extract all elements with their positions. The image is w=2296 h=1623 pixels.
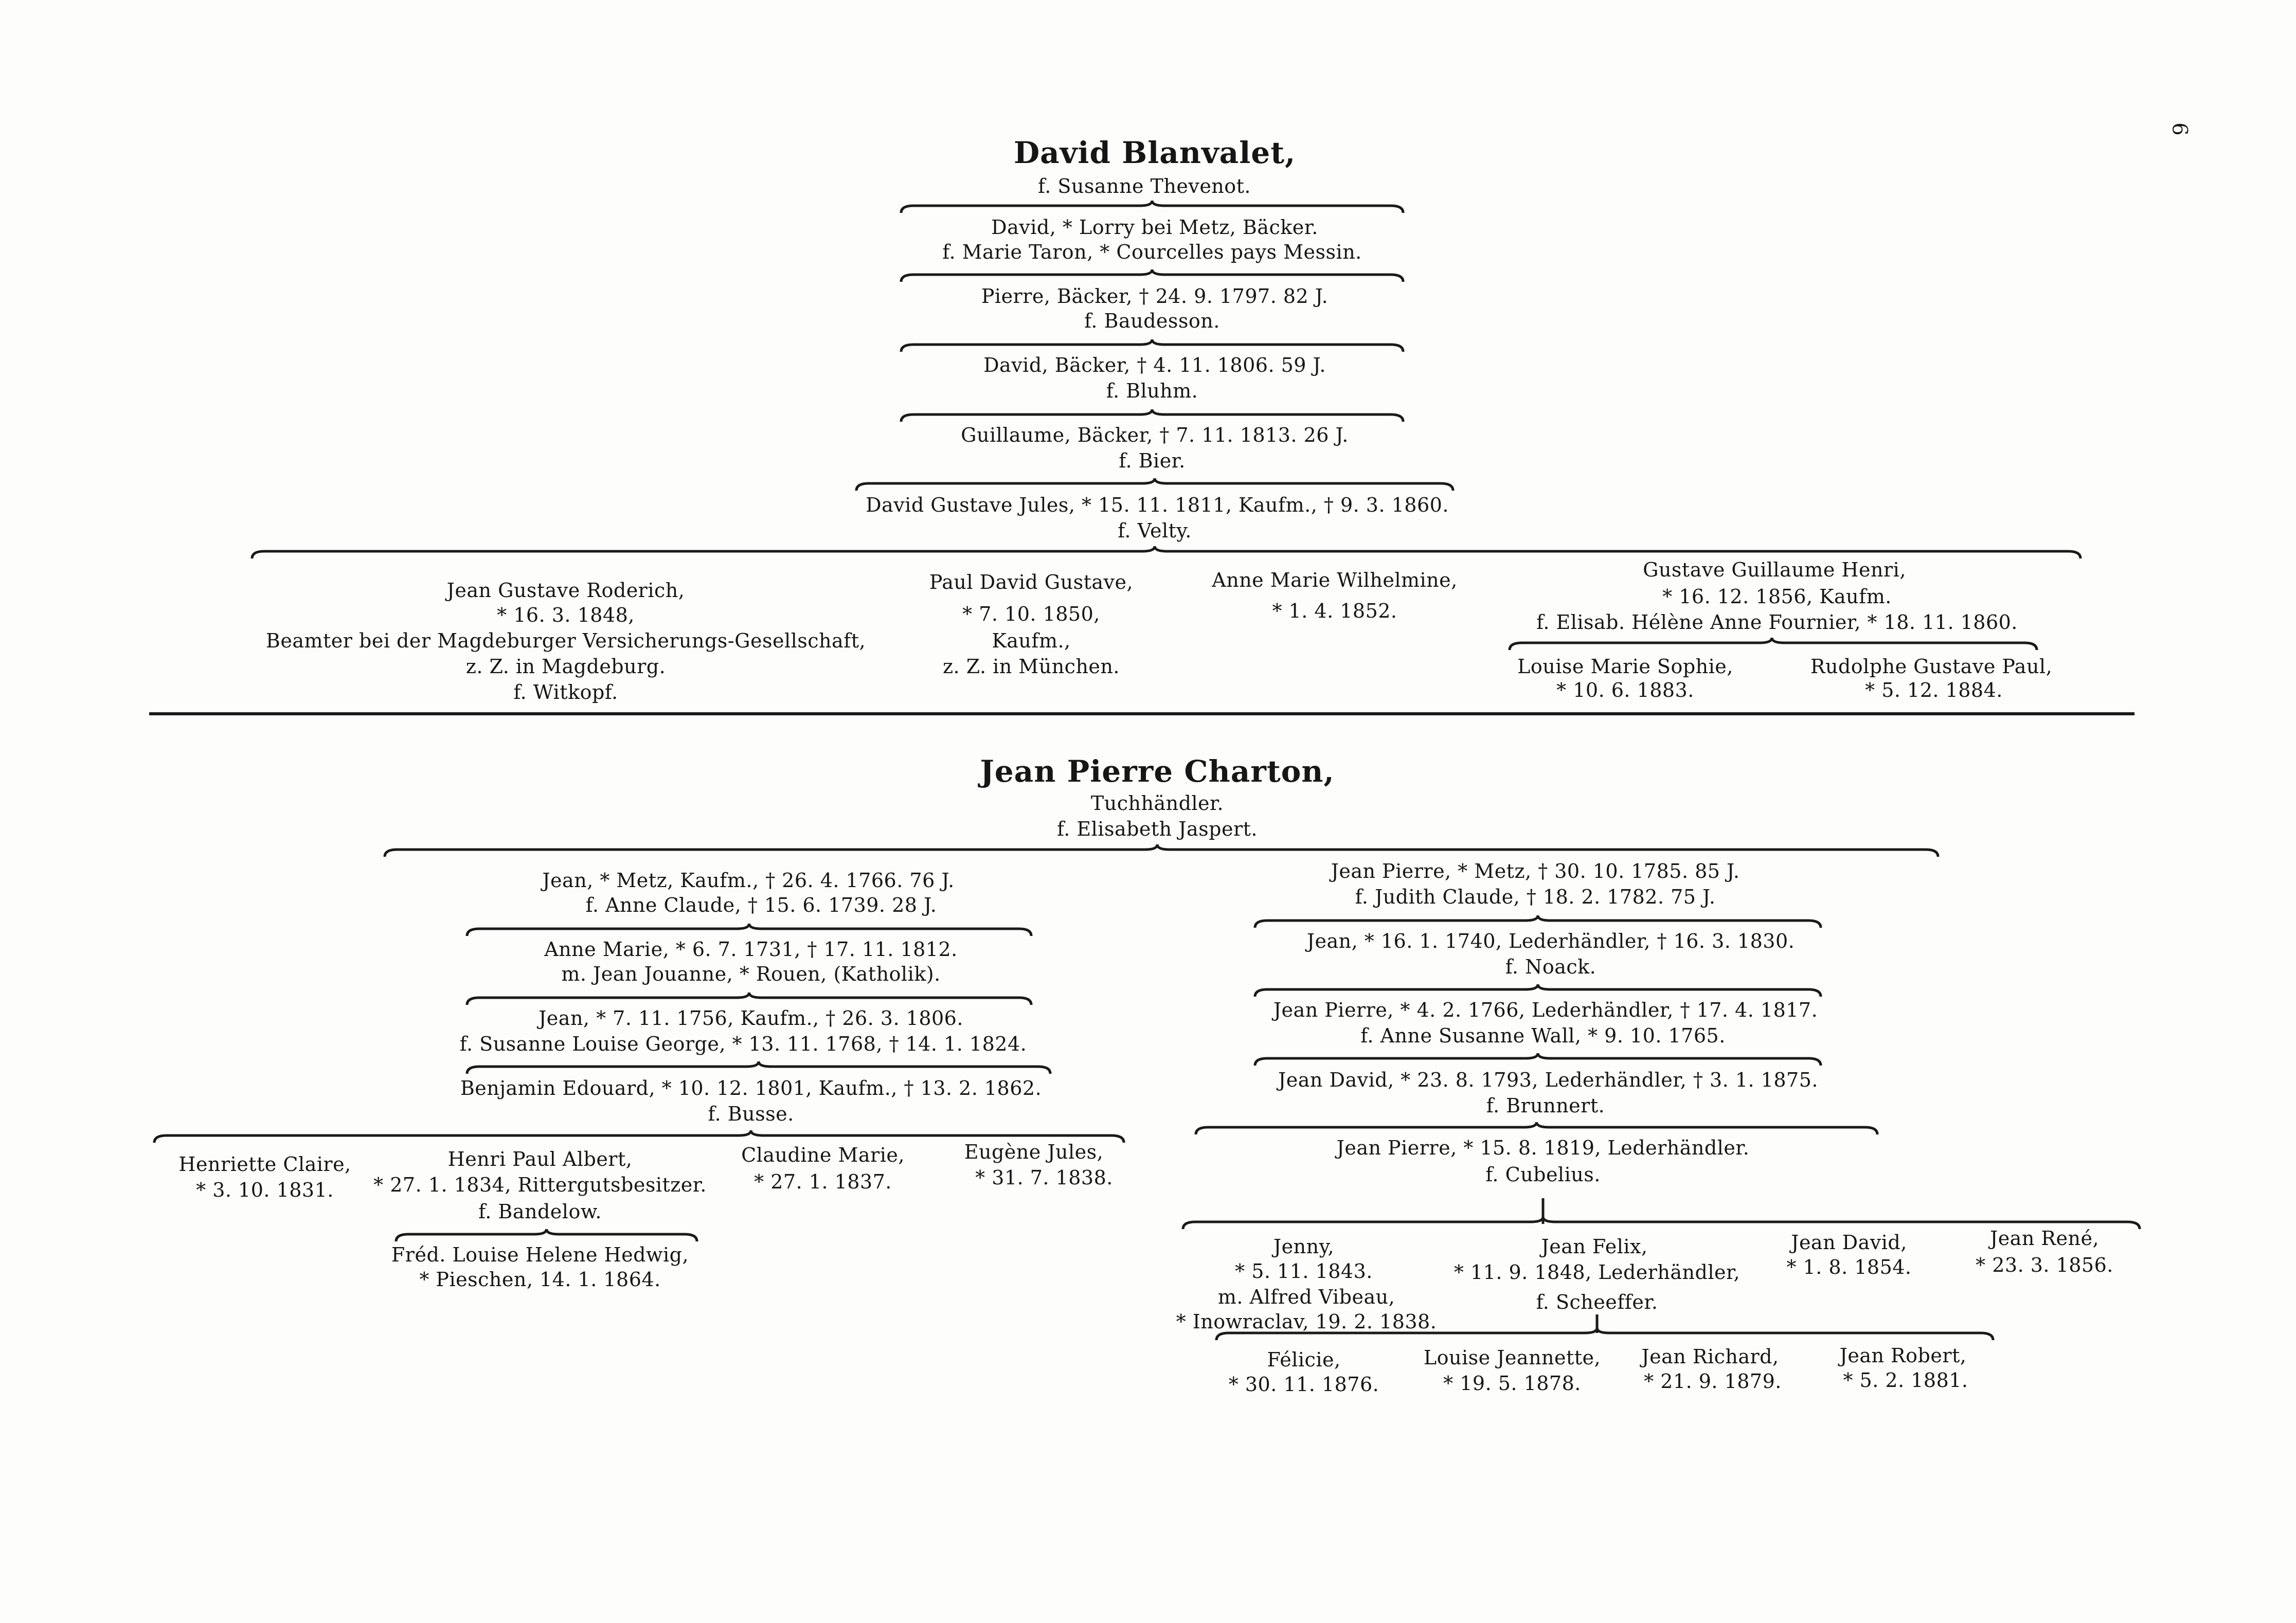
blanvalet-grandchild-1-line2: * 10. 6. 1883.: [1556, 679, 1694, 701]
charton-right-child-1-line2: * 5. 11. 1843.: [1235, 1260, 1373, 1283]
charton-right-gen2-line2: f. Noack.: [1505, 955, 1597, 978]
brace-charton-right-gen5: [1196, 1122, 1877, 1134]
charton-left-child-3-line2: * 27. 1. 1837.: [754, 1170, 892, 1193]
charton-right-child-1-line4: * Inowraclav, 19. 2. 1838.: [1176, 1310, 1437, 1333]
blanvalet-child-4-line1: Gustave Guillaume Henri,: [1643, 558, 1906, 581]
blanvalet-grandchild-2-line1: Rudolphe Gustave Paul,: [1810, 655, 2053, 678]
charton-left-gen3-line2: f. Susanne Louise George, * 13. 11. 1768, † 14. 1. 1824.: [459, 1033, 1027, 1055]
brace-blanvalet-children: [252, 546, 2080, 558]
blanvalet-child-2-line1: Paul David Gustave,: [929, 571, 1134, 593]
charton-root-spouse: f. Elisabeth Jaspert.: [1057, 818, 1258, 840]
charton-right-gen5-line2: f. Cubelius.: [1485, 1163, 1601, 1186]
charton-right-gen3-line2: f. Anne Susanne Wall, * 9. 10. 1765.: [1360, 1024, 1726, 1047]
charton-right-gen5-line1: Jean Pierre, * 15. 8. 1819, Lederhändler.: [1336, 1137, 1750, 1159]
charton-left-gen4-line2: f. Busse.: [708, 1103, 794, 1125]
blanvalet-child-3-line2: * 1. 4. 1852.: [1272, 600, 1397, 622]
charton-left-child-2-line3: f. Bandelow.: [478, 1200, 602, 1223]
brace-blanvalet-gen5: [856, 478, 1453, 491]
charton-right-child-4-line1: Jean René,: [1989, 1227, 2100, 1250]
charton-right-grandchild-3-line1: Jean Richard,: [1641, 1345, 1779, 1368]
charton-left-child-1-line2: * 3. 10. 1831.: [196, 1179, 334, 1201]
charton-left-child-4-line1: Eugène Jules,: [964, 1141, 1104, 1163]
charton-left-gen2-line2: m. Jean Jouanne, * Rouen, (Katholik).: [561, 963, 941, 985]
blanvalet-child-2-line4: z. Z. in München.: [943, 655, 1120, 678]
charton-right-grandchild-2-line2: * 19. 5. 1878.: [1443, 1372, 1581, 1395]
charton-right-gen1-line2: f. Judith Claude, † 18. 2. 1782. 75 J.: [1355, 886, 1716, 908]
charton-right-child-2-line2: * 11. 9. 1848, Lederhändler,: [1454, 1261, 1741, 1284]
charton-left-child-2-line1: Henri Paul Albert,: [447, 1148, 633, 1170]
charton-left-child-2-line2: * 27. 1. 1834, Rittergutsbesitzer.: [373, 1174, 707, 1196]
blanvalet-gen1-line2: f. Marie Taron, * Courcelles pays Messin.: [942, 241, 1362, 263]
blanvalet-child-4-line3: f. Elisab. Hélène Anne Fournier, * 18. 11. 1860.: [1536, 611, 2018, 634]
charton-left-child-3-line1: Claudine Marie,: [741, 1144, 905, 1166]
blanvalet-child-1-line5: f. Witkopf.: [513, 681, 618, 704]
charton-right-gen3-line1: Jean Pierre, * 4. 2. 1766, Lederhändler, † 17. 4. 1817.: [1273, 999, 1818, 1021]
charton-right-gen1-line1: Jean Pierre, * Metz, † 30. 10. 1785. 85 J.: [1331, 860, 1740, 882]
charton-right-child-1-line1: Jenny,: [1273, 1235, 1335, 1258]
blanvalet-grandchild-2-line2: * 5. 12. 1884.: [1865, 679, 2003, 701]
charton-right-child-3-line1: Jean David,: [1791, 1231, 1907, 1254]
brace-charton-gen1: [385, 844, 1938, 857]
blanvalet-root-name: David Blanvalet,: [1013, 135, 1296, 170]
charton-right-grandchild-3-line2: * 21. 9. 1879.: [1644, 1370, 1782, 1393]
blanvalet-gen1-line1: David, * Lorry bei Metz, Bäcker.: [991, 216, 1318, 239]
blanvalet-child-1-line4: z. Z. in Magdeburg.: [465, 655, 666, 678]
charton-right-grandchild-4-line1: Jean Robert,: [1839, 1344, 1967, 1367]
blanvalet-child-2-line2: * 7. 10. 1850,: [962, 603, 1100, 625]
brace-charton-left-gen3: [467, 993, 1031, 1005]
charton-left-grandchild-line2: * Pieschen, 14. 1. 1864.: [419, 1268, 661, 1291]
brace-charton-left-gen2: [467, 924, 1031, 936]
charton-right-grandchild-1-line2: * 30. 11. 1876.: [1228, 1373, 1379, 1396]
charton-right-gen4-line1: Jean David, * 23. 8. 1793, Lederhändler, † 3. 1. 1875.: [1278, 1069, 1818, 1091]
blanvalet-child-1-line1: Jean Gustave Roderich,: [446, 579, 685, 602]
brace-blanvalet-gen1: [901, 201, 1403, 213]
charton-right-gen4-line2: f. Brunnert.: [1486, 1094, 1605, 1117]
brace-blanvalet-grandchildren: [1510, 638, 2037, 650]
charton-right-child-2-line1: Jean Felix,: [1541, 1235, 1648, 1258]
blanvalet-root-spouse: f. Susanne Thevenot.: [1037, 175, 1251, 197]
blanvalet-child-3-line1: Anne Marie Wilhelmine,: [1212, 569, 1458, 591]
charton-right-child-1-line3: m. Alfred Vibeau,: [1217, 1286, 1395, 1308]
blanvalet-child-4-line2: * 16. 12. 1856, Kaufm.: [1662, 585, 1892, 608]
blanvalet-gen4-line2: f. Bier.: [1119, 449, 1186, 472]
charton-left-gen1-line2: f. Anne Claude, † 15. 6. 1739. 28 J.: [585, 894, 937, 916]
blanvalet-gen3-line1: David, Bäcker, † 4. 11. 1806. 59 J.: [983, 354, 1326, 376]
blanvalet-gen2-line2: f. Baudesson.: [1084, 310, 1220, 332]
charton-left-child-1-line1: Henriette Claire,: [178, 1153, 351, 1176]
charton-root-name: Jean Pierre Charton,: [980, 754, 1335, 789]
charton-right-child-4-line2: * 23. 3. 1856.: [1976, 1254, 2113, 1276]
charton-root-occupation: Tuchhändler.: [1090, 792, 1224, 815]
blanvalet-child-1-line3: Beamter bei der Magdeburger Versicherungs-Gesellschaft,: [265, 629, 866, 652]
blanvalet-gen4-line1: Guillaume, Bäcker, † 7. 11. 1813. 26 J.: [961, 424, 1349, 446]
brace-charton-left-grandchild: [396, 1229, 697, 1241]
charton-right-grandchild-4-line2: * 5. 2. 1881.: [1843, 1369, 1968, 1392]
charton-left-gen1-line1: Jean, * Metz, Kaufm., † 26. 4. 1766. 76 J.: [542, 869, 955, 892]
blanvalet-gen2-line1: Pierre, Bäcker, † 24. 9. 1797. 82 J.: [981, 285, 1329, 308]
charton-left-gen3-line1: Jean, * 7. 11. 1756, Kaufm., † 26. 3. 1806.: [539, 1007, 963, 1030]
charton-left-gen2-line1: Anne Marie, * 6. 7. 1731, † 17. 11. 1812.: [544, 938, 958, 961]
charton-right-grandchild-1-line1: Félicie,: [1267, 1348, 1341, 1371]
brace-charton-right-gen3: [1255, 984, 1821, 997]
brace-charton-left-gen4: [467, 1061, 1050, 1074]
charton-left-child-4-line2: * 31. 7. 1838.: [975, 1166, 1113, 1189]
charton-right-child-3-line2: * 1. 8. 1854.: [1786, 1256, 1912, 1278]
blanvalet-gen3-line2: f. Bluhm.: [1106, 380, 1198, 402]
brace-charton-right-gen4: [1255, 1053, 1821, 1066]
charton-left-gen4-line1: Benjamin Edouard, * 10. 12. 1801, Kaufm., † 13. 2. 1862.: [460, 1077, 1042, 1099]
blanvalet-grandchild-1-line1: Louise Marie Sophie,: [1517, 655, 1733, 678]
charton-right-gen2-line1: Jean, * 16. 1. 1740, Lederhändler, † 16. 3. 1830.: [1306, 930, 1795, 952]
blanvalet-child-2-line3: Kaufm.,: [992, 629, 1071, 652]
charton-right-grandchild-2-line1: Louise Jeannette,: [1423, 1346, 1601, 1369]
page-number: 6: [2167, 122, 2192, 136]
brace-blanvalet-gen3: [901, 339, 1403, 352]
charton-right-child-2-line3: f. Scheeffer.: [1536, 1291, 1658, 1313]
blanvalet-gen5-line2: f. Velty.: [1118, 519, 1192, 542]
charton-left-grandchild-line1: Fréd. Louise Helene Hedwig,: [391, 1243, 689, 1266]
brace-blanvalet-gen4: [901, 409, 1403, 422]
blanvalet-gen5-line1: David Gustave Jules, * 15. 11. 1811, Kaufm., † 9. 3. 1860.: [866, 494, 1449, 516]
brace-charton-right-gen2: [1255, 915, 1821, 928]
brace-blanvalet-gen2: [901, 269, 1403, 282]
blanvalet-child-1-line2: * 16. 3. 1848,: [497, 604, 635, 626]
